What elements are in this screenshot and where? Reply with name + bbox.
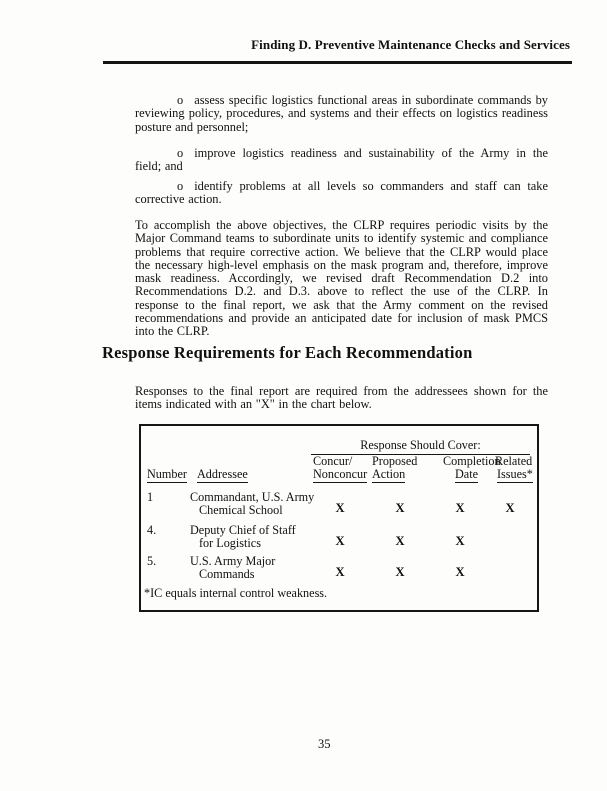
- row-number: 1: [147, 490, 154, 504]
- bullet-marker: o: [177, 146, 184, 160]
- bullet-marker: o: [177, 179, 184, 193]
- table-span-header: Response Should Cover:: [311, 439, 530, 455]
- mark-completion: X: [455, 501, 465, 515]
- mark-completion: X: [455, 565, 465, 579]
- column-header-number: Number: [147, 467, 187, 481]
- column-header-related-line1: Related: [495, 454, 533, 468]
- mark-proposed: X: [395, 501, 405, 515]
- section-heading: Response Requirements for Each Recommendation: [102, 343, 473, 362]
- column-header-addressee: Addressee: [197, 467, 248, 481]
- mark-concur: X: [335, 534, 345, 548]
- page-number: 35: [318, 737, 331, 751]
- bullet-marker: o: [177, 93, 184, 107]
- row-number: 4.: [147, 523, 157, 537]
- mark-proposed: X: [395, 565, 405, 579]
- row-number: 5.: [147, 554, 157, 568]
- mark-concur: X: [335, 501, 345, 515]
- table-footnote: *IC equals internal control weakness.: [144, 586, 328, 600]
- objective-bullet-3: [135, 180, 548, 207]
- clrp-paragraph: To accomplish the above objectives, the CLRP requires periodic visits by the Major Command teams to subordinate units to identify systemic and compliance problems that require corrective action. We believe that the CLRP would place the necessary high-level emphasis on the mask program and, therefore, improve mask readiness. Accordingly, we revised draft Recommendation D.2 into Recommendations D.2. and D.3. above to reflect the use of the CLRP. In response to the final report, we ask that the Army comment on the revised recommendations and provide an anticipated date for inclusion of mask PMCS into the CLRP.: [135, 218, 548, 339]
- mark-concur: X: [335, 565, 345, 579]
- row-addressee-line1: Deputy Chief of Staff: [190, 523, 296, 537]
- objective-text-1: assess specific logistics functional areas in subordinate commands by reviewing policy, procedures, and systems and their effects on logistics readiness posture and personnel;: [135, 93, 548, 134]
- row-addressee-line1: U.S. Army Major: [190, 554, 276, 568]
- row-addressee-line1: Commandant, U.S. Army: [190, 490, 315, 504]
- mark-proposed: X: [395, 534, 405, 548]
- response-requirements-table: [139, 424, 539, 612]
- objective-text-3: identify problems at all levels so commanders and staff can take corrective action.: [135, 179, 548, 207]
- objective-text-2: improve logistics readiness and sustainability of the Army in the field; and: [135, 146, 548, 174]
- column-header-concur-line1: Concur/: [313, 454, 353, 468]
- running-header: Finding D. Preventive Maintenance Checks and Services: [251, 37, 570, 52]
- column-header-completion-line2: Date: [455, 467, 479, 481]
- objective-bullet-1: [135, 94, 548, 134]
- mark-related: X: [505, 501, 515, 515]
- mark-completion: X: [455, 534, 465, 548]
- row-addressee-line2: Chemical School: [199, 503, 283, 517]
- row-addressee-line2: Commands: [199, 567, 255, 581]
- column-header-concur-line2: Nonconcur: [313, 467, 368, 481]
- row-addressee-line2: for Logistics: [199, 536, 261, 550]
- objective-bullet-2: [135, 147, 548, 174]
- header-rule: [103, 61, 572, 64]
- column-header-proposed-line1: Proposed: [372, 454, 418, 468]
- column-header-completion-line1: Completion: [443, 454, 501, 468]
- section-intro: Responses to the final report are required from the addressees shown for the items indicated with an "X" in the chart below.: [135, 384, 548, 412]
- column-header-proposed-line2: Action: [372, 467, 406, 481]
- column-header-related-line2: Issues*: [497, 467, 533, 481]
